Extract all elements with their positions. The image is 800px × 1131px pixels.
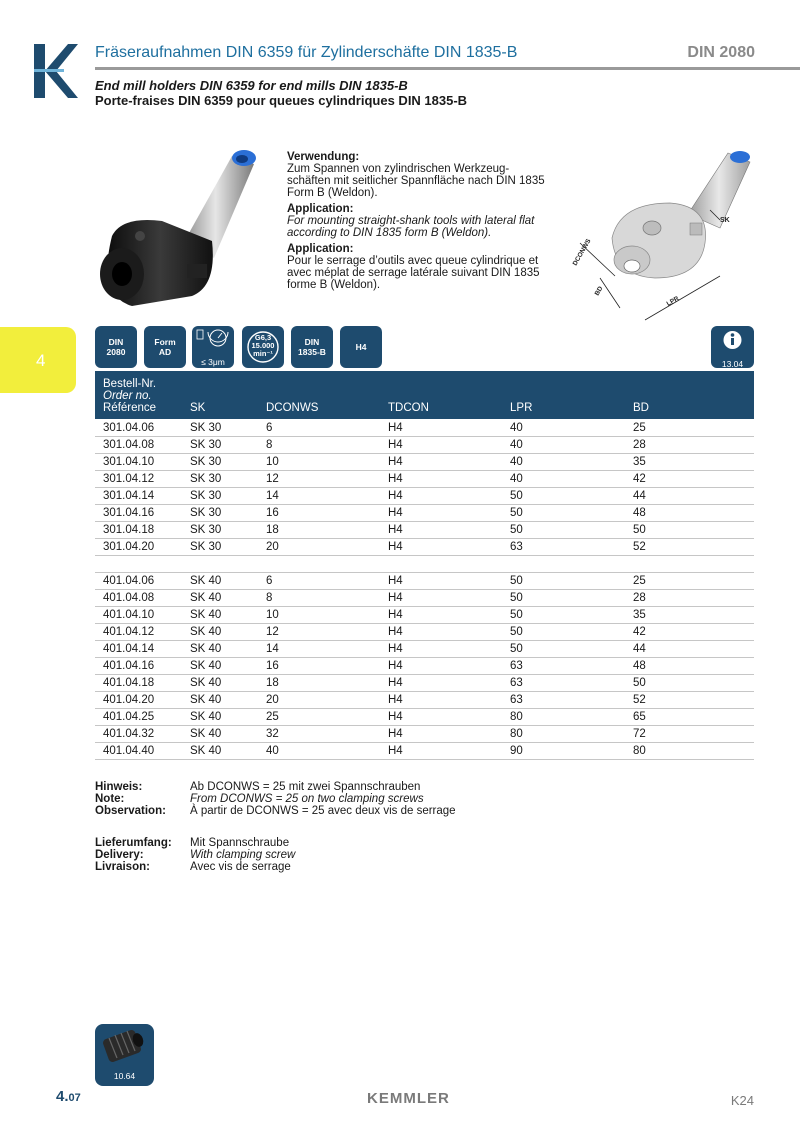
cell-tdcon: H4 [388,643,403,655]
info-badge[interactable] [711,326,754,368]
note-text-de: Ab DCONWS = 25 mit zwei Spannschrauben [190,781,421,793]
col-header-ref-de: Bestell-Nr. [103,378,157,390]
cell-dconws: 10 [266,456,279,468]
cell-ref: 401.04.25 [103,711,155,723]
cell-lpr: 63 [510,660,523,672]
cell-tdcon: H4 [388,728,403,740]
cell-dconws: 20 [266,694,279,706]
note-label-fr: Observation: [95,805,166,817]
cell-ref: 401.04.20 [103,694,155,706]
delivery-text-fr: Avec vis de serrage [190,861,291,873]
cell-sk: SK 30 [190,473,222,485]
cell-tdcon: H4 [388,711,403,723]
cell-sk: SK 30 [190,507,222,519]
note-text-fr: À partir de DCONWS = 25 avec deux vis de serrage [190,805,456,817]
cell-bd: 44 [633,643,646,655]
table-row [95,420,754,437]
cell-dconws: 6 [266,575,273,587]
badge-balance-unit: min⁻¹ [253,349,273,358]
table-row [95,539,754,556]
din-standard-code: DIN 2080 [687,44,755,61]
badge-balance [242,326,284,368]
cell-tdcon: H4 [388,439,403,451]
cell-bd: 52 [633,541,646,553]
delivery-text-de: Mit Spannschraube [190,837,290,849]
cell-bd: 25 [633,422,646,434]
col-header-tdcon: TDCON [388,402,429,414]
cell-ref: 401.04.10 [103,609,155,621]
usage-text-de: Zum Spannen von zylindrischen Werkzeug-schäften mit seitlicher Spannfläche nach DIN 1835 Form B (Weldon). [287,163,545,199]
cell-bd: 52 [633,694,646,706]
cell-sk: SK 40 [190,609,222,621]
cell-sk: SK 30 [190,524,222,536]
cell-dconws: 12 [266,626,279,638]
table-row [95,590,754,607]
cell-tdcon: H4 [388,677,403,689]
cell-dconws: 25 [266,711,279,723]
cell-sk: SK 30 [190,490,222,502]
cell-sk: SK 30 [190,439,222,451]
end-mill-holder-photo [92,146,272,316]
cell-ref: 301.04.14 [103,490,155,502]
cell-tdcon: H4 [388,490,403,502]
accessory-ref: 10.64 [113,1071,136,1081]
cell-dconws: 40 [266,745,279,757]
page-number-left-sub: 07 [68,1092,81,1104]
note-label-de: Hinweis: [95,781,143,793]
cell-sk: SK 30 [190,422,222,434]
brand-name: KEMMLER [367,1090,450,1107]
cell-lpr: 50 [510,643,523,655]
chapter-tab[interactable] [0,327,76,393]
table-header [95,371,754,419]
cell-bd: 48 [633,660,646,672]
badge-h4-text: H4 [355,342,367,352]
cell-ref: 401.04.08 [103,592,155,604]
cell-sk: SK 40 [190,592,222,604]
cell-ref: 301.04.10 [103,456,155,468]
cell-tdcon: H4 [388,660,403,672]
cell-lpr: 90 [510,745,523,757]
cell-lpr: 40 [510,456,523,468]
cell-tdcon: H4 [388,541,403,553]
cell-ref: 401.04.40 [103,745,155,757]
cell-lpr: 50 [510,626,523,638]
cell-ref: 301.04.08 [103,439,155,451]
col-header-dconws: DCONWS [266,402,319,414]
cell-bd: 28 [633,592,646,604]
badge-h4 [340,326,382,368]
usage-label-de: Verwendung: [287,151,360,163]
delivery-label-fr: Livraison: [95,861,150,873]
cell-lpr: 63 [510,677,523,689]
cell-dconws: 6 [266,422,273,434]
cell-ref: 301.04.06 [103,422,155,434]
note-label-en: Note: [95,793,125,805]
cell-bd: 65 [633,711,646,723]
table-row [95,709,754,726]
badge-form-line1: Form [154,337,176,347]
delivery-block [95,837,655,875]
accessory-clamping-screw[interactable] [95,1024,154,1086]
cell-sk: SK 40 [190,575,222,587]
cell-tdcon: H4 [388,626,403,638]
cell-dconws: 16 [266,507,279,519]
cell-lpr: 50 [510,524,523,536]
cell-lpr: 40 [510,439,523,451]
cell-bd: 50 [633,524,646,536]
badge-din-2080 [95,326,137,368]
cell-lpr: 50 [510,575,523,587]
col-header-lpr: LPR [510,402,533,414]
table-row [95,522,754,539]
cell-sk: SK 40 [190,694,222,706]
cell-lpr: 50 [510,592,523,604]
cell-sk: SK 40 [190,711,222,723]
badge-form-line2: AD [158,347,172,357]
cell-tdcon: H4 [388,473,403,485]
cell-tdcon: H4 [388,609,403,621]
page-number-left-main: 4. [56,1088,69,1105]
note-block [95,781,655,819]
cell-sk: SK 40 [190,643,222,655]
cell-ref: 401.04.14 [103,643,155,655]
usage-text-en: For mounting straight-shank tools with lateral flat according to DIN 1835 form B (Weldon). [287,215,535,239]
cell-tdcon: H4 [388,575,403,587]
cell-bd: 25 [633,575,646,587]
cell-lpr: 80 [510,711,523,723]
cell-lpr: 63 [510,694,523,706]
cell-sk: SK 40 [190,660,222,672]
diagram-label-sk: SK [720,217,730,224]
table-body [95,420,754,760]
cell-dconws: 20 [266,541,279,553]
page-title-english: End mill holders DIN 6359 for end mills DIN 1835-B [95,78,408,93]
cell-ref: 301.04.18 [103,524,155,536]
delivery-label-de: Lieferumfang: [95,837,172,849]
cell-ref: 401.04.06 [103,575,155,587]
cell-bd: 42 [633,473,646,485]
chapter-number: 4 [36,351,46,370]
title-rule [95,67,800,70]
cell-bd: 35 [633,609,646,621]
cell-tdcon: H4 [388,456,403,468]
badge-din-1835-line1: DIN [304,337,320,347]
cell-bd: 50 [633,677,646,689]
cell-sk: SK 40 [190,745,222,757]
cell-tdcon: H4 [388,524,403,536]
cell-lpr: 40 [510,473,523,485]
table-row [95,488,754,505]
usage-label-fr: Application: [287,243,354,255]
table-row [95,658,754,675]
clamping-screw-icon [95,1024,154,1068]
technical-drawing [560,148,770,328]
cell-bd: 80 [633,745,646,757]
cell-dconws: 18 [266,524,279,536]
cell-lpr: 50 [510,609,523,621]
usage-text-fr: Pour le serrage d’outils avec queue cylindrique et avec méplat de serrage latérale suivant DIN 1835 forme B (Weldon). [287,255,540,291]
table-row [95,505,754,522]
usage-label-en: Application: [287,203,354,215]
table-row [95,573,754,590]
cell-lpr: 50 [510,507,523,519]
badge-runout-text: ≤ 3μm [201,357,225,367]
table-row [95,624,754,641]
cell-bd: 28 [633,439,646,451]
cell-ref: 301.04.16 [103,507,155,519]
cell-ref: 401.04.16 [103,660,155,672]
cell-bd: 48 [633,507,646,519]
cell-tdcon: H4 [388,694,403,706]
cell-bd: 35 [633,456,646,468]
cell-dconws: 18 [266,677,279,689]
info-icon [711,326,754,354]
cell-sk: SK 30 [190,456,222,468]
cell-ref: 301.04.12 [103,473,155,485]
cell-sk: SK 40 [190,728,222,740]
col-header-bd: BD [633,402,649,414]
table-row [95,675,754,692]
cell-tdcon: H4 [388,745,403,757]
table-row [95,692,754,709]
page-number-left [56,1088,81,1105]
table-row [95,454,754,471]
col-header-ref-fr: Référence [103,402,157,414]
diagram-label-lpr: LPR [665,295,681,308]
kemmler-k-logo [32,44,78,98]
cell-dconws: 12 [266,473,279,485]
page-number-right: K24 [730,1093,754,1108]
col-header-sk: SK [190,402,206,414]
cell-ref: 401.04.18 [103,677,155,689]
cell-ref: 401.04.32 [103,728,155,740]
cell-dconws: 14 [266,643,279,655]
badge-balance-grade: G6,3 [254,333,272,342]
table-row [95,726,754,743]
cell-ref: 401.04.12 [103,626,155,638]
cell-sk: SK 30 [190,541,222,553]
diagram-label-bd: BD [593,285,605,297]
cell-dconws: 8 [266,439,273,451]
table-row [95,437,754,454]
cell-tdcon: H4 [388,422,403,434]
cell-dconws: 10 [266,609,279,621]
cell-bd: 44 [633,490,646,502]
badge-din-2080-line2: 2080 [106,347,126,357]
table-row [95,641,754,658]
table-row [95,743,754,760]
cell-lpr: 63 [510,541,523,553]
page-title-french: Porte-fraises DIN 6359 pour queues cylindriques DIN 1835-B [95,93,468,108]
cell-sk: SK 40 [190,677,222,689]
cell-lpr: 80 [510,728,523,740]
cell-tdcon: H4 [388,507,403,519]
diagram-label-dconws: DCONWS [571,237,593,267]
badge-din-1835-line2: 1835-B [298,347,326,357]
delivery-label-en: Delivery: [95,849,144,861]
cell-sk: SK 40 [190,626,222,638]
table-row [95,607,754,624]
cell-dconws: 32 [266,728,279,740]
info-badge-ref: 13.04 [721,359,744,369]
page-title-german: Fräseraufnahmen DIN 6359 für Zylinderschäfte DIN 1835-B [95,44,518,61]
table-group-spacer [95,556,754,573]
table-row [95,471,754,488]
cell-dconws: 8 [266,592,273,604]
cell-dconws: 14 [266,490,279,502]
badge-form-ad [144,326,186,368]
cell-tdcon: H4 [388,592,403,604]
cell-bd: 72 [633,728,646,740]
note-text-en: From DCONWS = 25 on two clamping screws [190,793,424,805]
cell-lpr: 50 [510,490,523,502]
badge-balance-speed: 15.000 [251,341,275,350]
delivery-text-en: With clamping screw [190,849,296,861]
badge-runout [192,326,234,368]
cell-ref: 301.04.20 [103,541,155,553]
runout-gauge-icon [192,326,234,352]
badge-din-1835b [291,326,333,368]
cell-lpr: 40 [510,422,523,434]
col-header-ref-en: Order no. [103,390,152,402]
cell-dconws: 16 [266,660,279,672]
badge-din-2080-line1: DIN [108,337,124,347]
usage-description [287,151,552,291]
cell-bd: 42 [633,626,646,638]
